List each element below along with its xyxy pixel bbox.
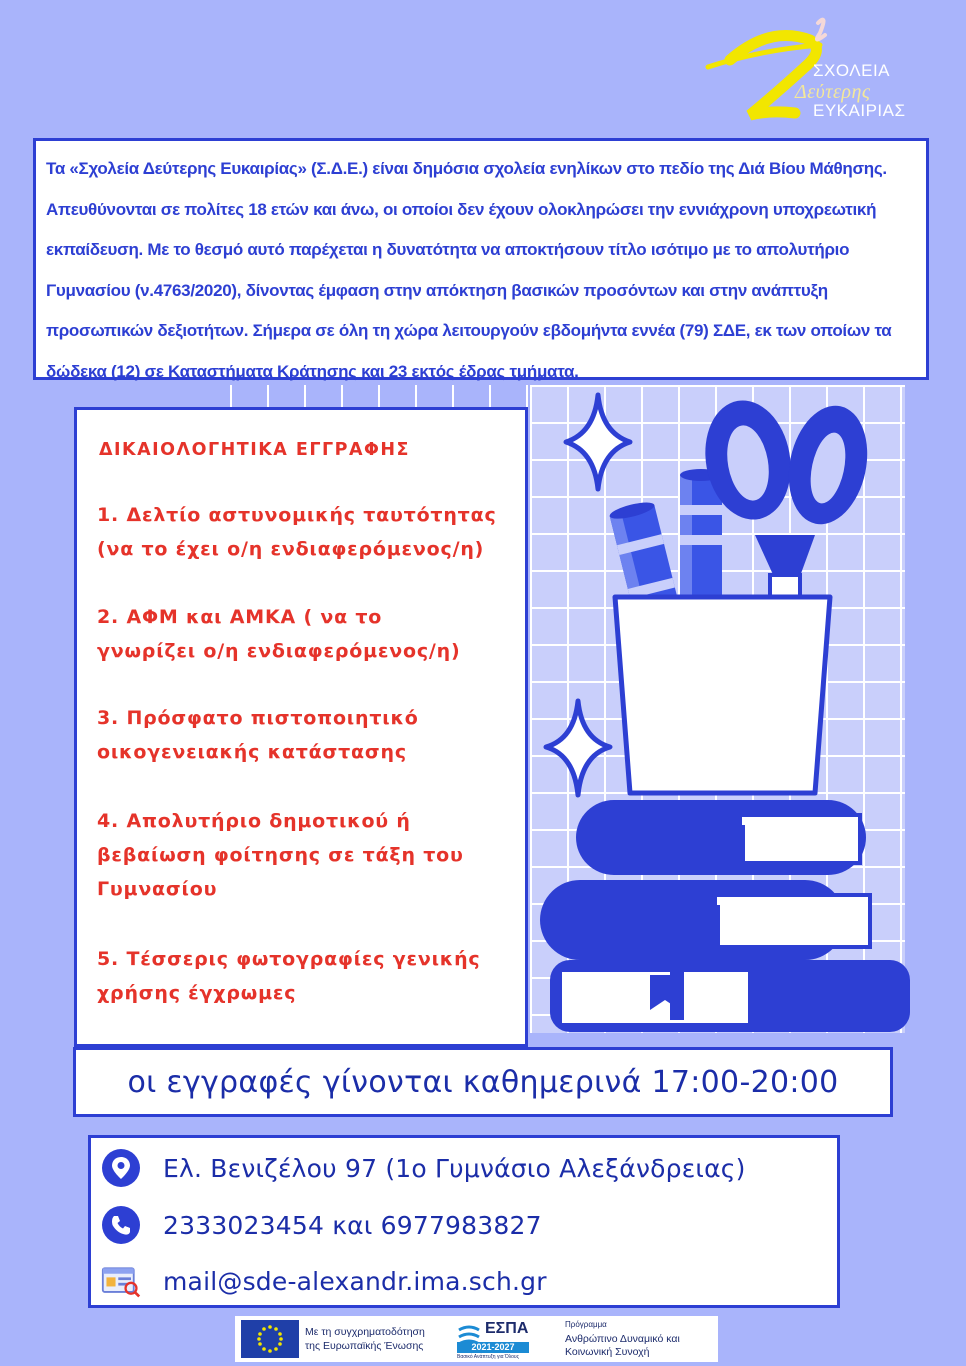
contact-phone-row bbox=[101, 1201, 542, 1249]
eu-flag-icon bbox=[241, 1320, 299, 1358]
contact-box bbox=[88, 1135, 840, 1308]
scissors-icon bbox=[696, 394, 877, 625]
contact-phone[interactable]: 2333023454 και 6977983827 bbox=[163, 1210, 542, 1240]
document-item-2: 2. ΑΦΜ και ΑΜΚΑ ( να το γνωρίζει ο/η ενδιαφερόμενος/η) bbox=[97, 606, 461, 662]
email-icon bbox=[101, 1261, 141, 1301]
document-item-1: 1. Δελτίο αστυνομικής ταυτότητας (να το έχει ο/η ενδιαφερόμενος/η) bbox=[97, 504, 497, 560]
location-pin-icon bbox=[101, 1148, 141, 1188]
program-name-1: Ανθρώπινο Δυναμικό και bbox=[565, 1333, 680, 1345]
book-middle bbox=[540, 880, 870, 960]
documents-box bbox=[74, 407, 528, 1047]
logo-line-3: ΕΥΚΑΙΡΙΑΣ bbox=[813, 101, 906, 120]
contact-address: Ελ. Βενιζέλου 97 (1ο Γυμνάσιο Αλεξάνδρειας) bbox=[163, 1153, 746, 1183]
sde-logo bbox=[700, 5, 930, 130]
hours-box bbox=[73, 1047, 893, 1117]
espa-title: ΕΣΠΑ bbox=[485, 1320, 529, 1337]
sparkle-icon bbox=[566, 395, 630, 489]
eu-cofunding-text-1: Με τη συγχρηματοδότηση bbox=[305, 1326, 425, 1338]
sparkle-icon bbox=[546, 701, 610, 795]
document-item-5: 5. Τέσσερις φωτογραφίες γενικής χρήσης έγχρωμες bbox=[97, 948, 481, 1004]
intro-box bbox=[33, 138, 929, 380]
book-bottom bbox=[550, 960, 910, 1032]
hours-text: οι εγγραφές γίνονται καθημερινά 17:00-20:00 bbox=[127, 1064, 839, 1100]
contact-address-row bbox=[101, 1144, 746, 1192]
espa-subtitle: Βασικό Ανάπτυξη για Όλους bbox=[457, 1354, 520, 1360]
eu-cofunding-text-2: της Ευρωπαϊκής Ένωσης bbox=[305, 1340, 424, 1352]
program-name-2: Κοινωνική Συνοχή bbox=[565, 1346, 650, 1358]
phone-icon bbox=[101, 1205, 141, 1245]
espa-years: 2021-2027 bbox=[457, 1342, 529, 1353]
documents-title: ΔΙΚΑΙΟΛΟΓΗΤΙΚΑ ΕΓΓΡΑΦΗΣ bbox=[99, 440, 411, 460]
contact-email-row bbox=[101, 1257, 547, 1305]
stationery-illustration bbox=[530, 385, 920, 1035]
logo-line-1: ΣΧΟΛΕΙΑ bbox=[813, 61, 891, 80]
cup bbox=[615, 597, 830, 793]
document-item-3: 3. Πρόσφατο πιστοποιητικό οικογενειακής κατάστασης bbox=[97, 707, 419, 763]
intro-text: Τα «Σχολεία Δεύτερης Ευκαιρίας» (Σ.Δ.Ε.) είναι δημόσια σχολεία ενηλίκων στο πεδίο της Διά Βίου Μάθησης. Απευθύνονται σε πολίτες 18 ετών και άνω, οι οποίοι δεν έχουν ολοκληρώσει την εννιάχρονη υποχρεωτική εκπαίδευση. Με το θεσμό αυτό παρέχεται η δυνατότητα να αποκτήσουν τίτλο ισότιμο με το απολυτήριο Γυμνασίου (ν.4763/2020), δίνοντας έμφαση στην απόκτηση βασικών προσόντων και στην ανάπτυξη προσωπικών δεξιοτήτων. Σήμερα σε όλη τη χώρα λειτουργούν εβδομήντα εννέα (79) ΣΔΕ, εκ των οποίων τα δώδεκα (12) σε Καταστήματα Κράτησης και 23 εκτός έδρας τμήματα. bbox=[46, 159, 892, 381]
logo-line-2: Δεύτερης bbox=[795, 81, 871, 103]
program-label: Πρόγραμμα bbox=[565, 1320, 607, 1329]
book-top bbox=[576, 800, 866, 875]
contact-email[interactable]: mail@sde-alexandr.ima.sch.gr bbox=[163, 1266, 547, 1296]
document-item-4: 4. Απολυτήριο δημοτικού ή βεβαίωση φοίτησης σε τάξη του Γυμνασίου bbox=[97, 810, 464, 900]
espa-funding-bar bbox=[235, 1316, 718, 1362]
